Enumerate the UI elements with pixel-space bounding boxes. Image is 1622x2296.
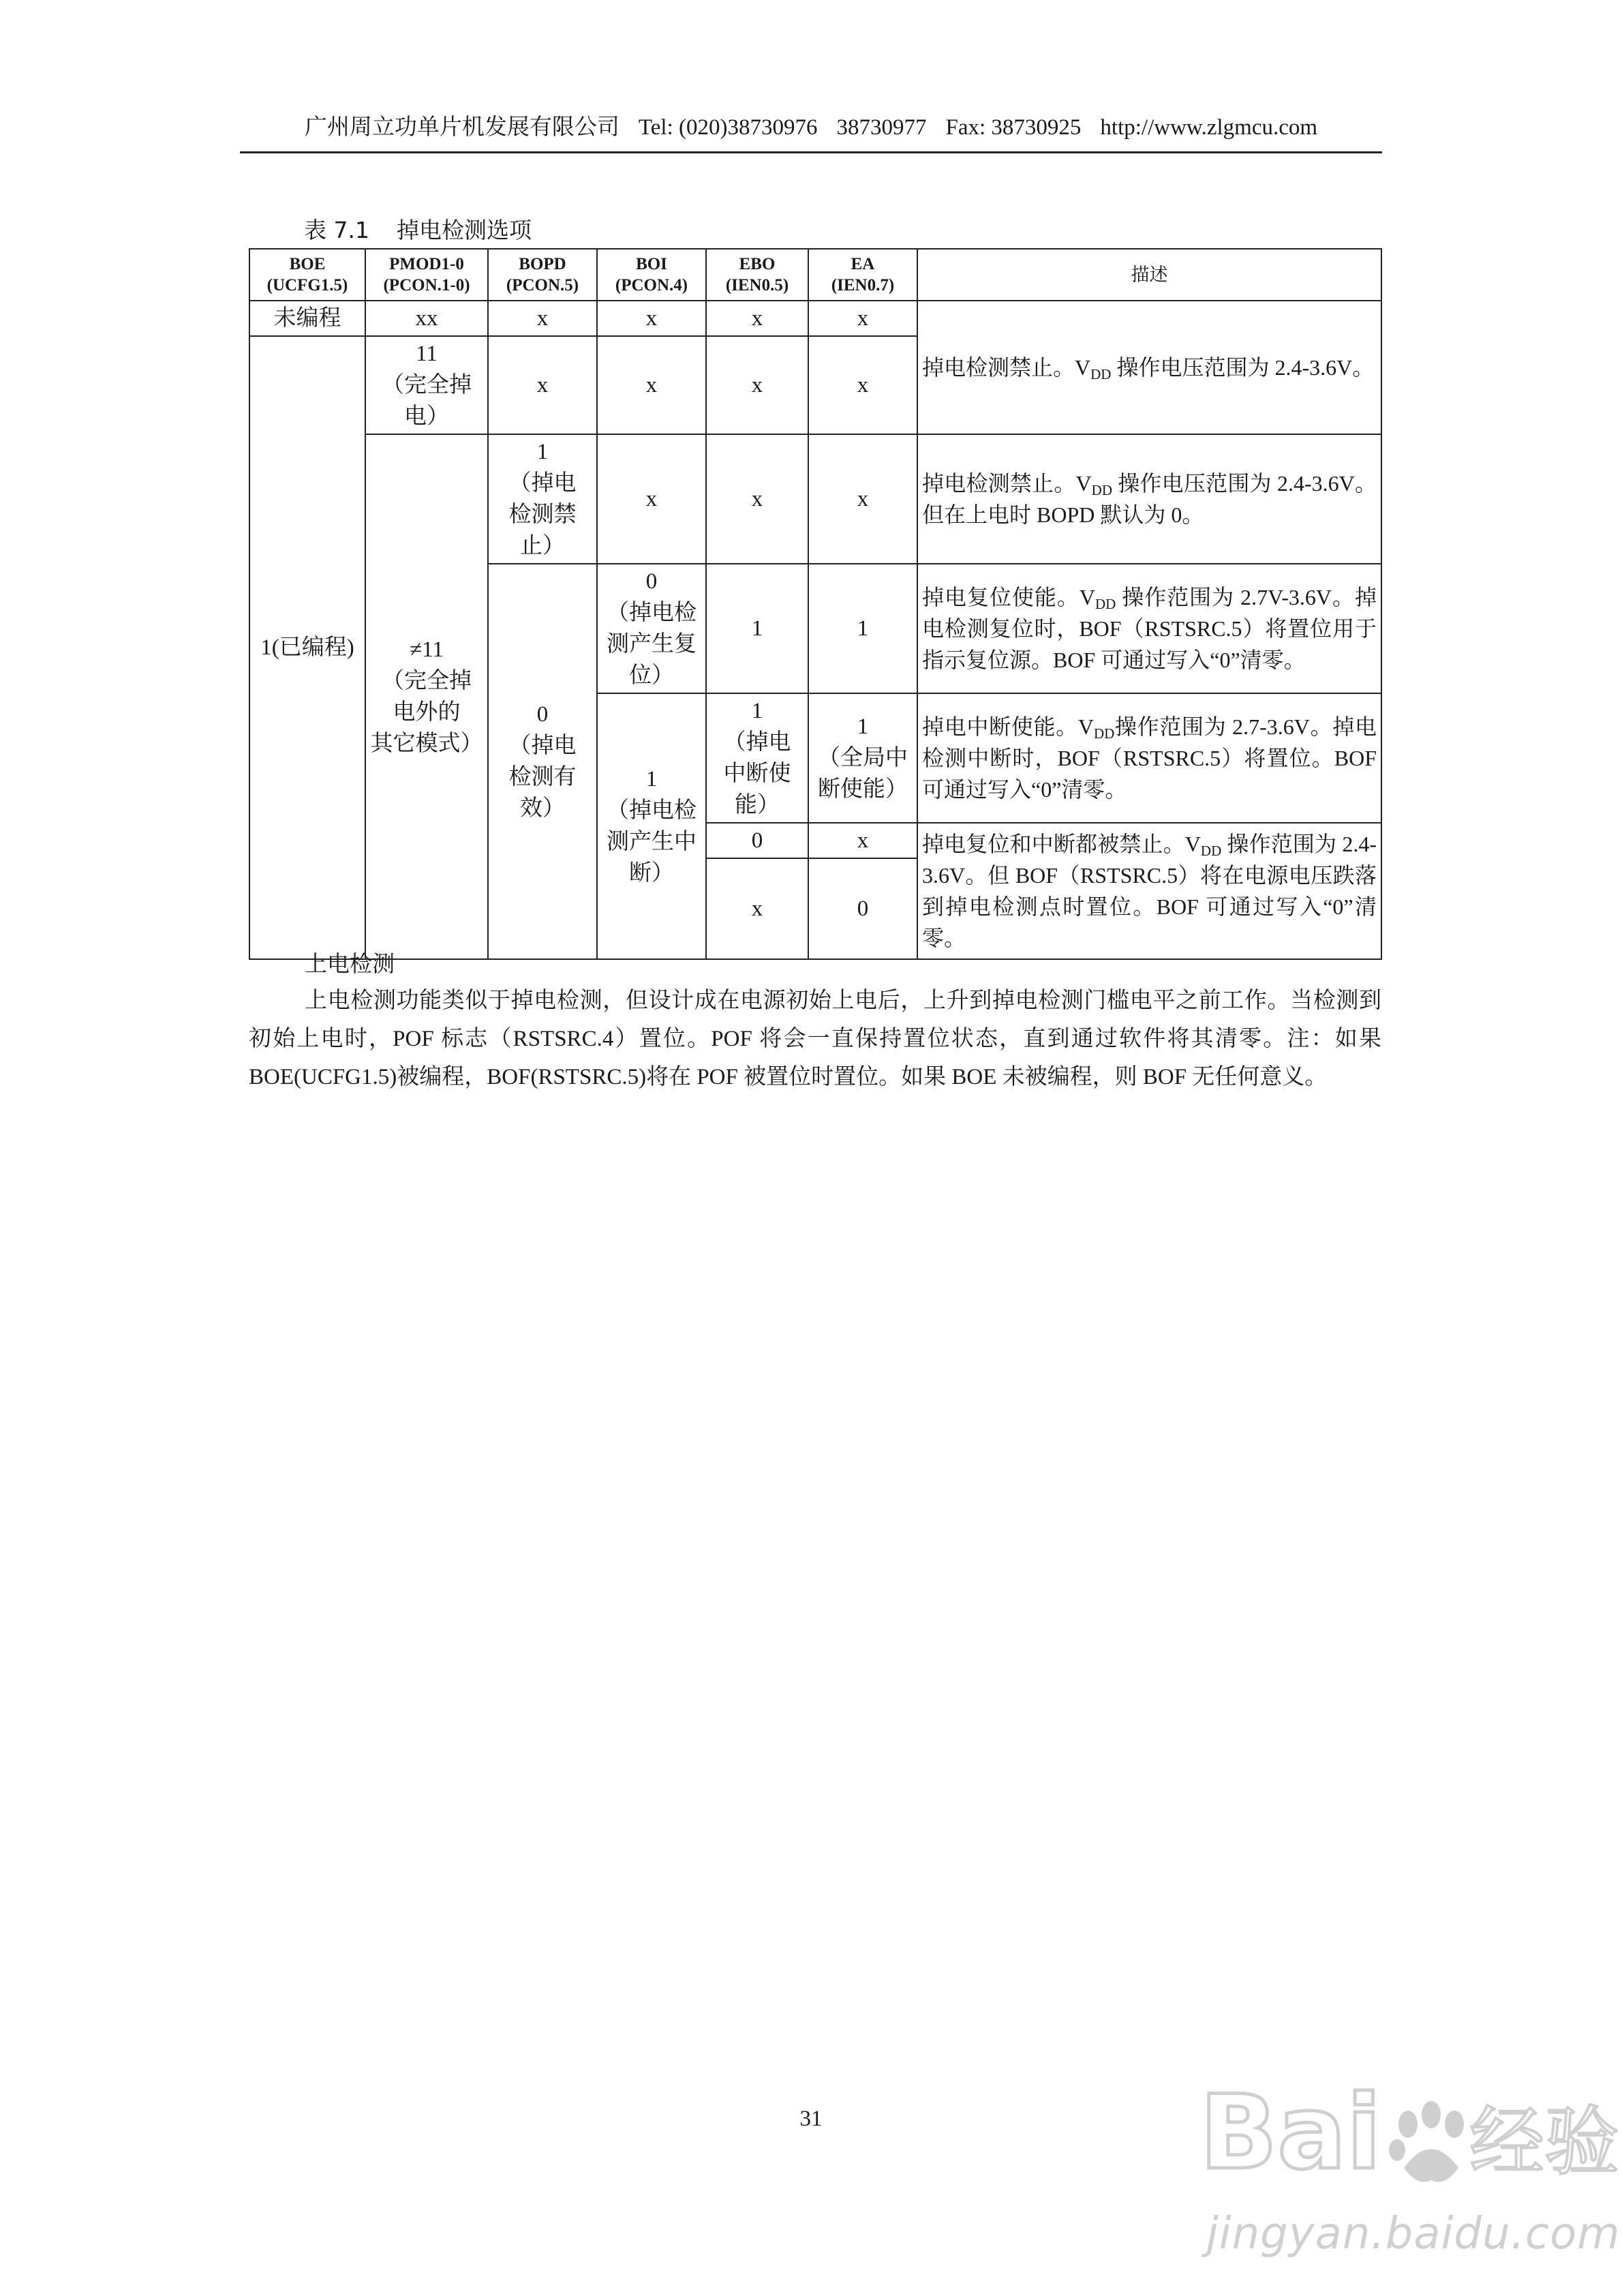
cell: 0 [808,858,917,959]
cell: x [706,434,808,564]
header-tel2: 38730977 [836,115,927,140]
table-caption-title: 掉电检测选项 [396,217,532,243]
cell: x [808,823,917,858]
header-bopd: BOPD (PCON.5) [488,249,597,301]
cell: x [808,434,917,564]
cell-pmod-other: ≠11 （完全掉 电外的 其它模式） [365,434,488,959]
desc-cell-1: 掉电检测禁止。$V_{DD}$ 操作电压范围为 2.4-3.6V。 [917,301,1381,434]
cell: 1 （全局中 断使能） [808,693,917,823]
watermark-url: jingyan.baidu.com [1206,2209,1621,2259]
page-number: 31 [799,2106,823,2131]
header-pmod: PMOD1-0 (PCON.1-0) [365,249,488,301]
table-row [249,434,1381,564]
section-title: 上电检测 [305,950,395,977]
cell-boe-programmed: 1(已编程) [249,336,365,959]
header-ea: EA (IEN0.7) [808,249,917,301]
cell: x [488,336,597,434]
cell: x [808,301,917,336]
cell: 1 [706,564,808,693]
header-boe: BOE (UCFG1.5) [249,249,365,301]
table-caption [304,213,532,245]
cell: x [597,434,706,564]
cell: 0 [706,823,808,858]
table-row [249,301,1381,336]
cell-boe-unprogrammed: 未编程 [249,301,365,336]
cell: 1 （掉电 中断使 能） [706,693,808,823]
baidu-logo [1199,2066,1619,2209]
page-header [240,109,1382,153]
cell: x [597,301,706,336]
cell: 11 （完全掉 电） [365,336,488,434]
header-url: http://www.zlgmcu.com [1100,115,1318,140]
svg-text:Bai: Bai [1199,2074,1381,2192]
cell-boi-interrupt: 1 （掉电检 测产生中 断） [597,693,706,959]
baidu-watermark [1145,2066,1621,2270]
table-header-row [249,249,1381,301]
desc-cell-2: 掉电检测禁止。$V_{DD}$ 操作电压范围为 2.4-3.6V。但在上电时 BOPD 默认为 0。 [917,434,1381,564]
body-paragraph: 上电检测功能类似于掉电检测，但设计成在电源初始上电后，上升到掉电检测门槛电平之前工作。当检测到初始上电时，POF 标志（RSTSRC.4）置位。POF 将会一直保持置位状态，直到通过软件将其清零。注：如果 BOE(UCFG1.5)被编程，BOF(RSTSRC.5)将在 POF 被置位时置位。如果 BOE 未被编程，则 BOF 无任何意义。 [249,988,1381,1089]
cell: x [706,301,808,336]
cell: 0 （掉电检 测产生复 位） [597,564,706,693]
header-ebo: EBO (IEN0.5) [706,249,808,301]
header-tel: Tel: (020)38730976 [638,115,818,140]
header-boi: BOI (PCON.4) [597,249,706,301]
desc-cell-5: 掉电复位和中断都被禁止。$V_{DD}$ 操作范围为 2.4-3.6V。但 BOF（RSTSRC.5）将在电源电压跌落到掉电检测点时置位。BOF 可通过写入“0”清零。 [917,823,1381,959]
header-company: 广州周立功单片机发展有限公司 [304,115,619,140]
header-fax: Fax: 38730925 [945,115,1082,140]
cell: x [706,336,808,434]
brownout-options-table [249,248,1382,960]
desc-cell-3: 掉电复位使能。$V_{DD}$ 操作范围为 2.7V-3.6V。掉电检测复位时，BOF（RSTSRC.5）将置位用于指示复位源。BOF 可通过写入“0”清零。 [917,564,1381,693]
svg-text:经验: 经验 [1469,2098,1619,2186]
cell: 1 （掉电 检测禁 止） [488,434,597,564]
table-caption-number: 表 7.1 [304,217,369,243]
cell-bopd-valid: 0 （掉电 检测有 效） [488,564,597,959]
header-desc: 描述 [917,249,1381,301]
cell: xx [365,301,488,336]
desc-cell-4: 掉电中断使能。$V_{DD}$操作范围为 2.7-3.6V。掉电检测中断时，BOF（RSTSRC.5）将置位。BOF 可通过写入“0”清零。 [917,693,1381,823]
cell: x [808,336,917,434]
cell: x [488,301,597,336]
cell: x [706,858,808,959]
cell: 1 [808,564,917,693]
cell: x [597,336,706,434]
